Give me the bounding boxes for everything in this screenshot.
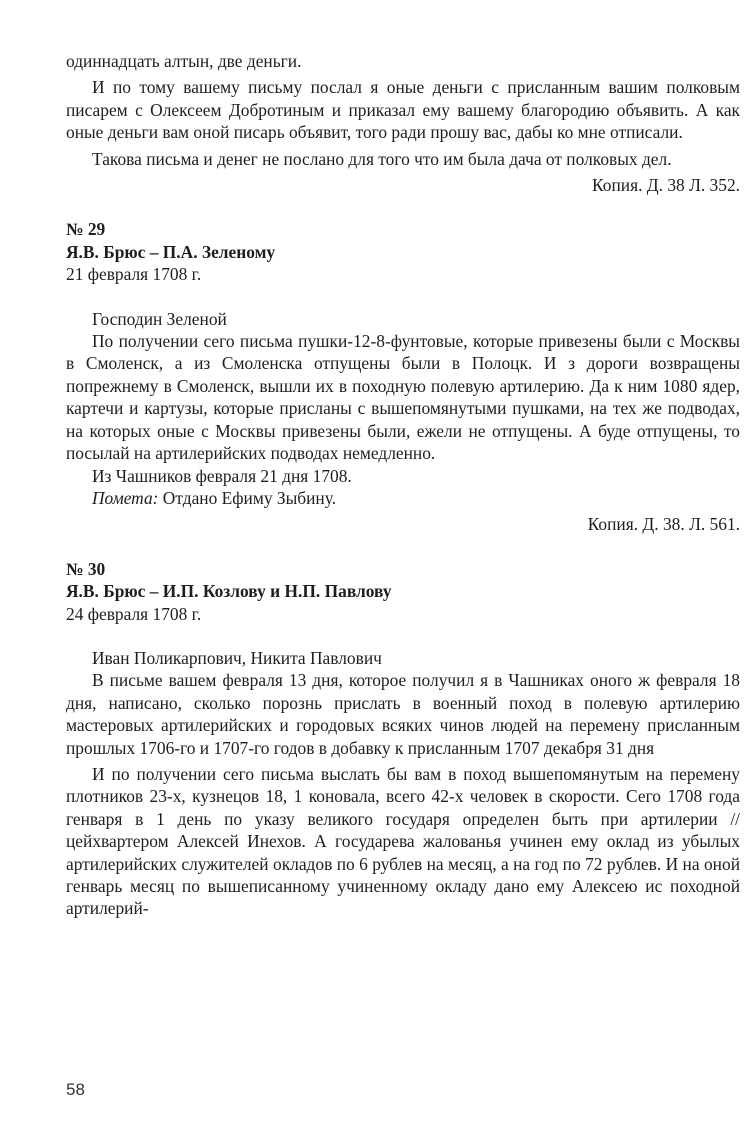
doc-29-note-label: Помета:	[92, 487, 159, 508]
page-number: 58	[66, 1080, 85, 1099]
intro-paragraph-0: одиннадцать алтын, две деньги.	[66, 51, 302, 71]
doc-29-note-text: Отдано Ефиму Зыбину.	[158, 487, 337, 508]
doc-29-date: 21 февраля 1708 г.	[66, 264, 202, 285]
intro-paragraph-2: Такова письма и денег не послано для того что им была дача от полковых дел.	[92, 148, 672, 169]
doc-30-salutation: Иван Поликарпович, Никита Павлович	[92, 647, 382, 668]
intro-source-citation: Копия. Д. 38 Л. 352.	[592, 175, 740, 196]
document-page	[66, 50, 740, 920]
doc-29-title: Я.В. Брюс – П.А. Зеленому	[66, 241, 276, 262]
doc-30-date: 24 февраля 1708 г.	[66, 603, 202, 624]
doc-29-number: № 29	[66, 219, 106, 240]
doc-29-body: По получении сего письма пушки-12-8-фунтовые, которые привезены были с Москвы в Смоленск, а из Смоленска отпущены были в Полоцк. И з дороги возвращены попрежнему в Смоленск, вышли их в походную полевую артилерию. Да к ним 1080 ядер, картечи и картузы, которые присланы с вышепомянутыми пушками, на тех же подводах, на которых оные с Москвы привезены были, ежели не отпущены. А буде отпущены, то посылай на артилерийских подводах немедленно.	[66, 331, 740, 464]
doc-30-paragraph-1: В письме вашем февраля 13 дня, которое получил я в Чашниках оного ж февраля 18 дня, написано, сколько порознь прислать в военный поход в полевую артилерию мастеровых артилерийских и городовых всяких чинов людей на перемену присланным прошлых 1706-го и 1707-го годов в добавку к присланным 1707 декабря 31 дня	[66, 670, 740, 758]
doc-30-paragraph-2: И по получении сего письма выслать бы вам в поход вышепомянутым на перемену плотников 23-х, кузнецов 18, 1 коновала, всего 42-х человек в скорости. Сего 1708 года генваря в 1 день по указу великого государя определен быть при артилерии // цейхвартером Алексей Инехов. А государева жалованья учинен ему оклад из убылых артилерийских служителей окладов по 6 рублев на месяц, а на год по 72 рублев. И на оной генварь месяц по вышеписанному учиненному окладу дано ему Алексею ис походной артилерий-	[66, 763, 740, 919]
doc-29-closing: Из Чашников февраля 21 дня 1708.	[92, 465, 352, 486]
doc-29-note	[66, 487, 740, 509]
doc-29-salutation: Господин Зеленой	[92, 308, 227, 329]
doc-29-source-citation: Копия. Д. 38. Л. 561.	[587, 514, 740, 535]
doc-30-title: Я.В. Брюс – И.П. Козлову и Н.П. Павлову	[66, 581, 392, 602]
intro-paragraph-1: И по тому вашему письму послал я оные деньги с присланным вашим полковым писарем с Олексеем Добротиным и приказал ему вашему благородию объявить. А как оные деньги вам оной писарь объявит, того ради прошу вас, дабы ко мне отписали.	[66, 77, 740, 143]
doc-30-number: № 30	[66, 558, 106, 579]
